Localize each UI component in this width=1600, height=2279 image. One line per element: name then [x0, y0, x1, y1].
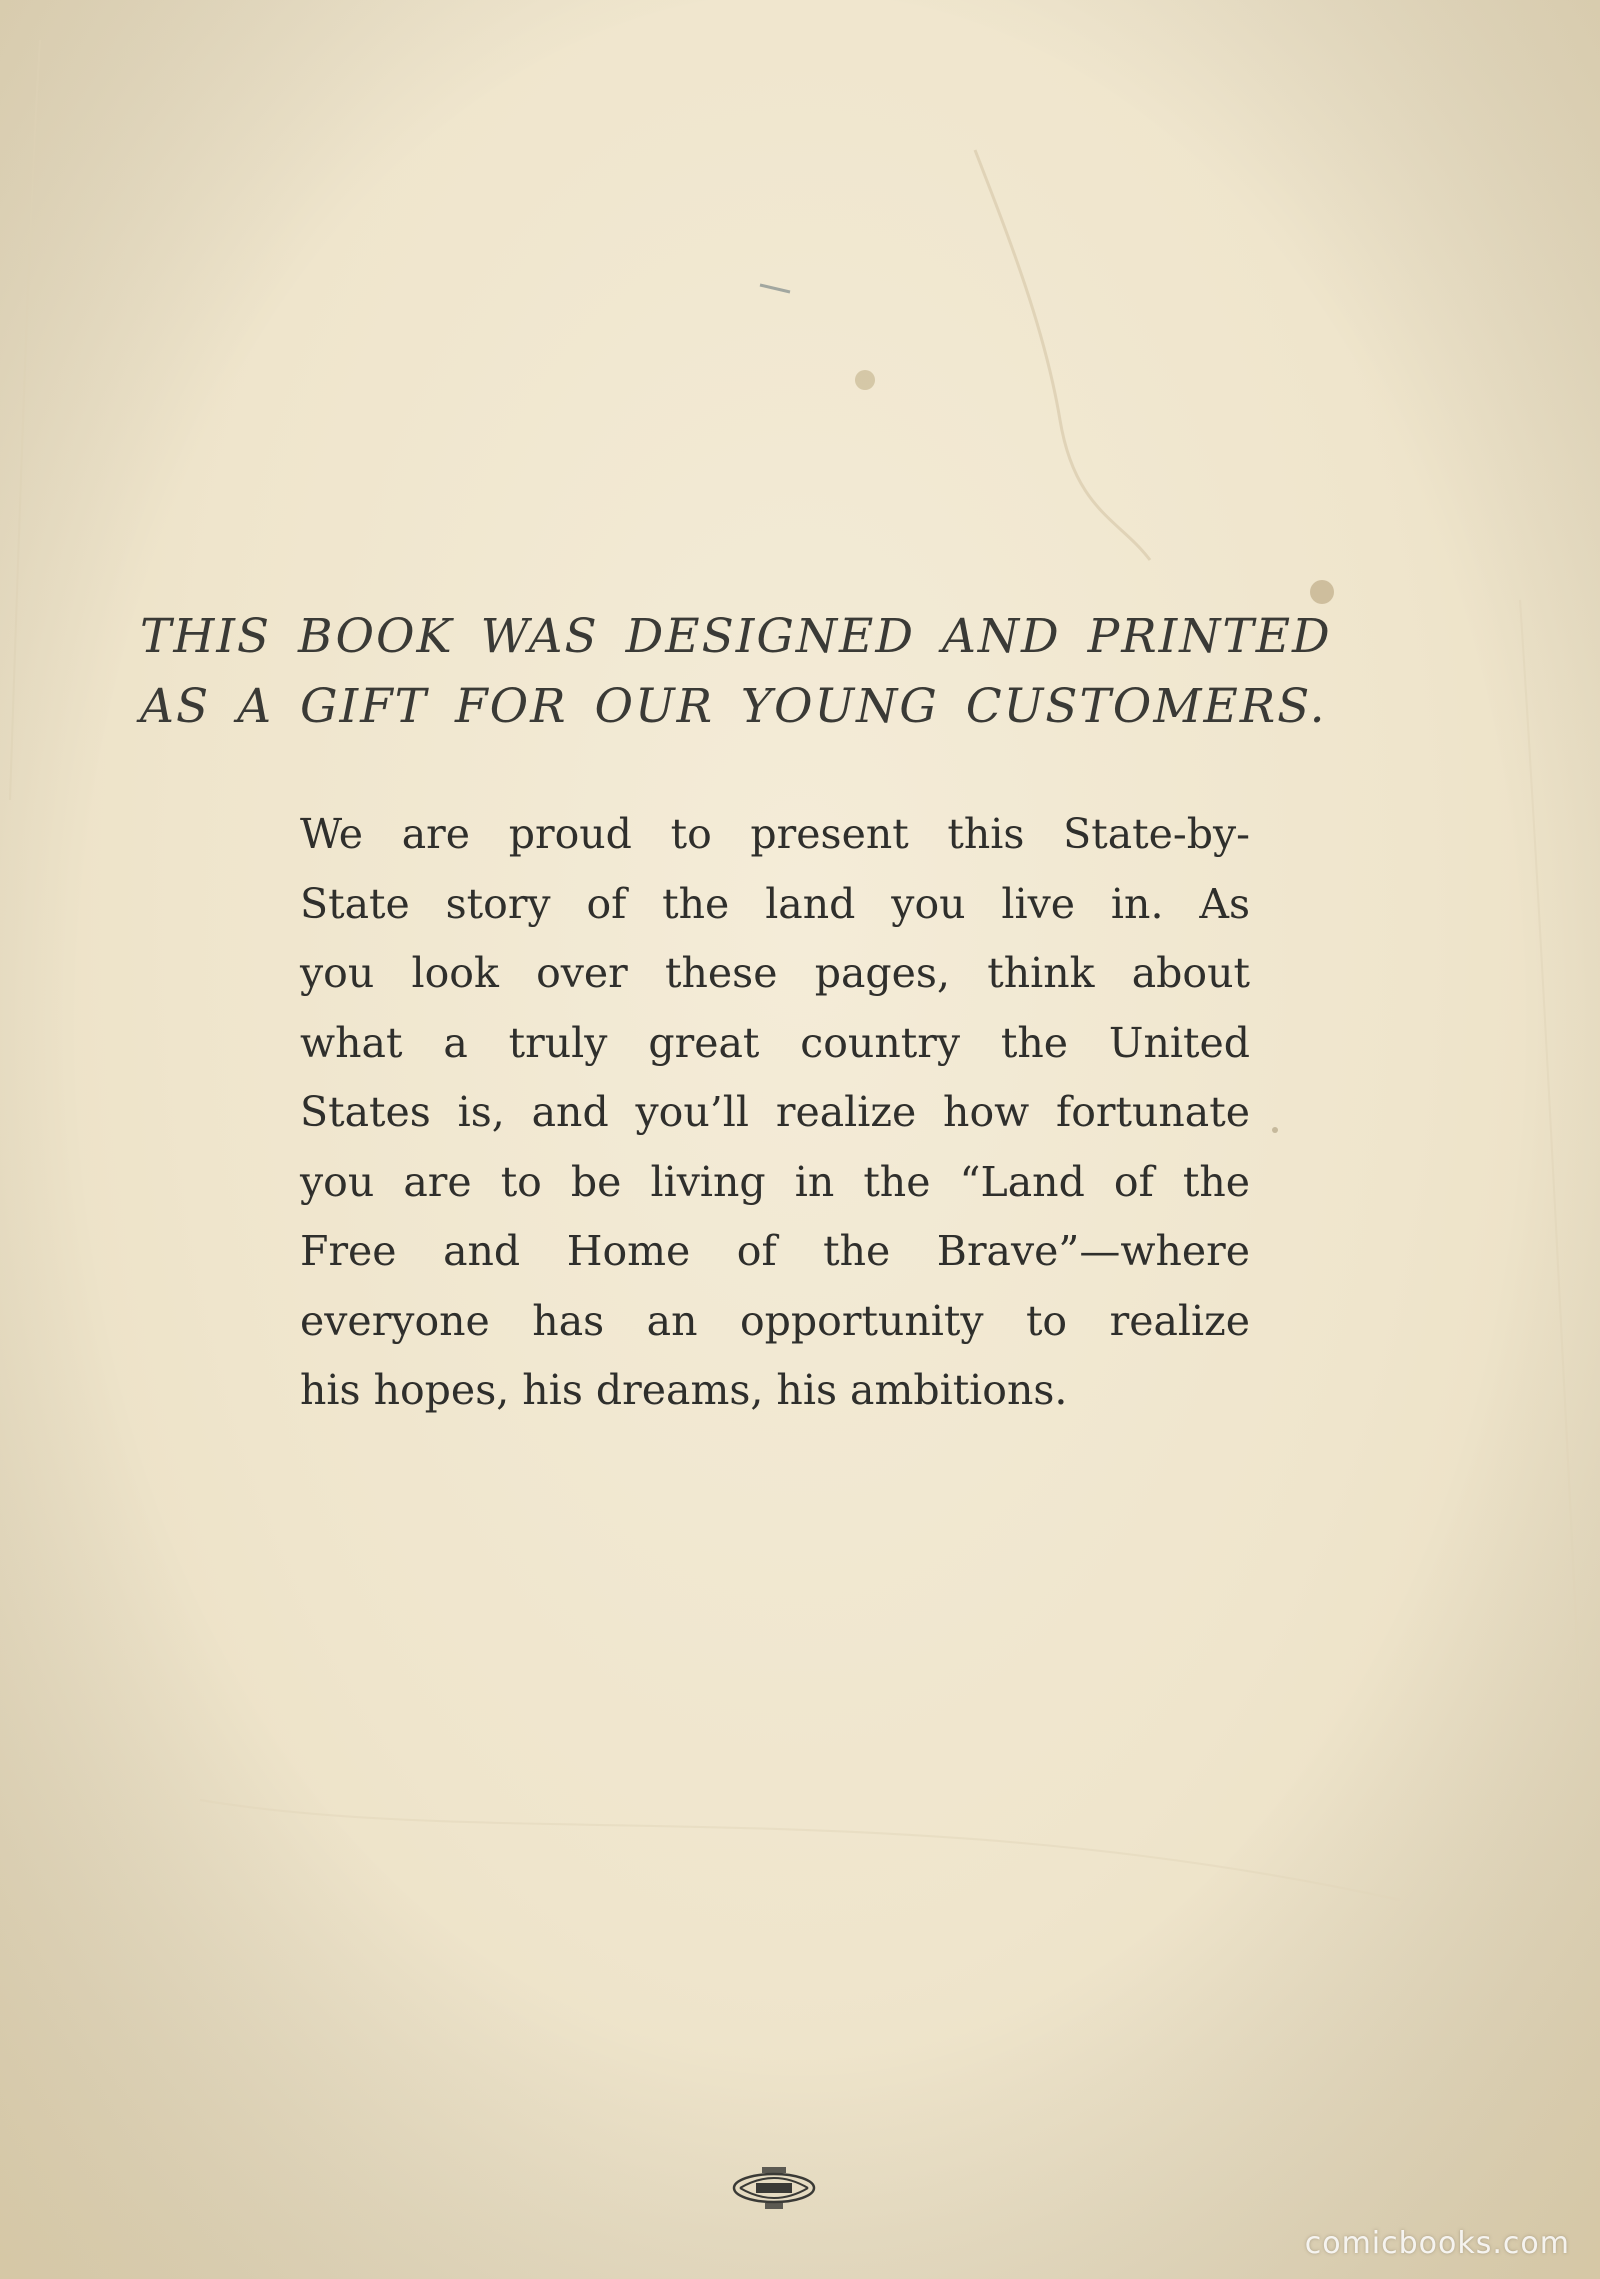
paragraph-line: you look over these pages, think about	[300, 949, 1250, 997]
paragraph-line: We are proud to present this State-by-	[300, 810, 1250, 858]
heading-line: AS A GIFT FOR OUR YOUNG CUSTOMERS.	[140, 679, 1327, 734]
union-label-icon	[730, 2163, 818, 2213]
dedication-heading	[140, 602, 1460, 742]
paragraph-line: what a truly great country the United	[300, 1018, 1250, 1067]
site-watermark: comicbooks.com	[1304, 2226, 1570, 2261]
paragraph-line: Free and Home of the Brave”—where	[300, 1227, 1250, 1275]
heading-line: THIS BOOK WAS DESIGNED AND PRINTED	[140, 609, 1332, 664]
paragraph-line: everyone has an opportunity to realize	[300, 1296, 1250, 1345]
paragraph-line: you are to be living in the “Land of the	[300, 1157, 1250, 1206]
paragraph-line: State story of the land you live in. As	[300, 879, 1250, 928]
dedication-paragraph	[300, 800, 1250, 1426]
paragraph-line: his hopes, his dreams, his ambitions.	[300, 1366, 1068, 1414]
paragraph-line: States is, and you’ll realize how fortunate	[300, 1088, 1250, 1136]
